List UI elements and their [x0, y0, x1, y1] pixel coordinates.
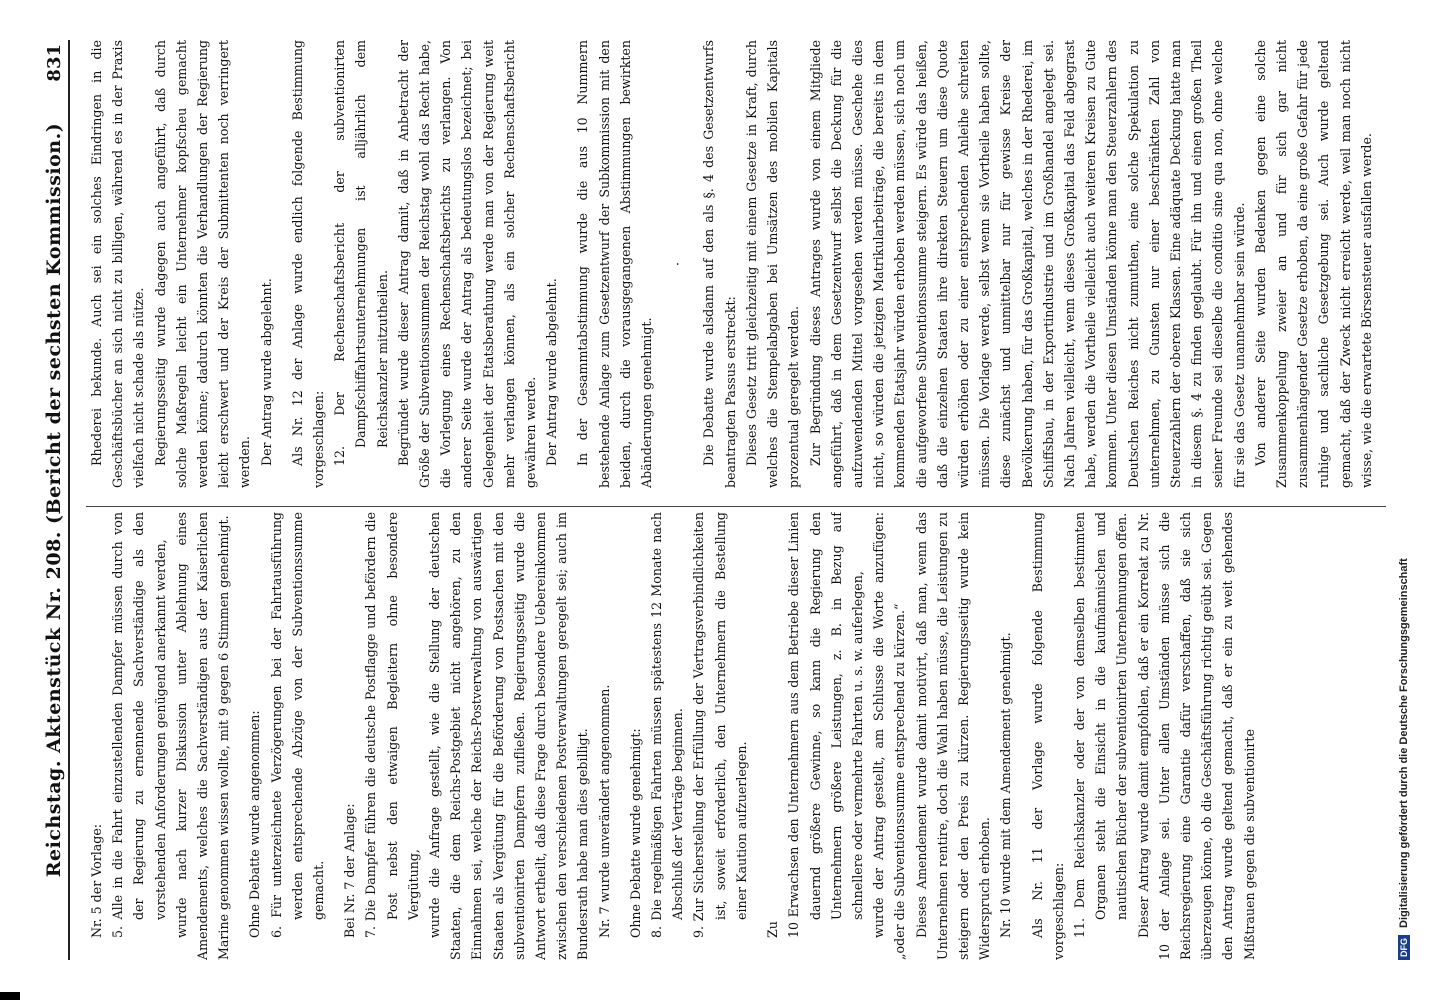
paragraph: Die Debatte wurde alsdann auf den als §. 4 des Gesetzentwurfs beantragten Passus erstreckt: [701, 40, 738, 488]
paragraph: Dieser Antrag wurde damit empfohlen, daß er ein Korrelat zu Nr. 10 der Anlage sei. Unter allen Umständen müsse sich die Reichsregierung eine Garantie dafür verschaffen, daß sie sich überzeugen könne, ob die Geschäftsführung richtig geübt sei. Gegen den Antrag wurde geltend gemacht, daß er ein zu weit gehendes Mißtrauen gegen die subventionirte [1135, 512, 1257, 960]
paragraph: Bei Nr. 7 der Anlage: [342, 803, 358, 938]
paragraph: Dieses Amendement wurde damit motivirt, daß man, wenn das Unternehmen rentire, doch die Wahl haben müsse, die Leistungen zu steigern oder den Preis zu kürzen. Regierungsseitig wurde kein Widerspruch erhoben. [913, 512, 993, 960]
paragraph: Regierungsseitig wurde dagegen auch angeführt, daß durch solche Maßregeln leicht ein Unternehmer kopfscheu gemacht werden könne; dadurch könnten die Verhandlungen der Regierung leicht erschwert und der Kreis der Submittenten noch verringert werden. [152, 40, 253, 488]
paragraph: Zur Begründung dieses Antrages wurde von einem Mitgliede angeführt, daß in dem Gesetzentwurf selbst die Deckung für die aufzuwendenden Mittel vorgesehen werden müsse. Geschehe dies nicht, so würden die jetzigen Matrikularbeiträge, die bereits in dem kommenden Etatsjahr würden erhoben werden müssen, sich noch um die aufgeworfene Subventionssumme steigern. Es würde das heißen, daß die einzelnen Staaten ihre direkten Steuern um diese Quote würden erhöhen oder zu einer entsprechenden Anleihe schreiten müssen. Die Vorlage werde, selbst wenn sie Vortheile haben sollte, diese zunächst und unmittelbar nur für gewisse Kreise der Bevölkerung haben, für das Großkapital, welches in der Rhederei, im Schiffsbau, in der Exportindustrie und im Großhandel angelegt sei. Nach Jahren vielleicht, wenn dieses Großkapital das Feld abgegrast habe, werden die Vortheile vielleicht auch weiteren Kreisen zu Gute kommen. Unter diesen Umständen könne man den Steuerzahlern des Deutschen Reiches nicht zumuthen, eine solche Spekulation zu unternehmen, zu Gunsten nur einer beschränkten Zahl von Steuerzahlern der oberen Klassen. Eine adäquate Deckung hatte man in diesem §. 4 zu finden geglaubt. Für ihn und einen großen Theil seiner Freunde sei dieselbe die conditio sine qua non, ohne welche für sie das Gesetz unannehmbar sein würde. [807, 40, 1247, 488]
paragraph: Der Antrag wurde abgelehnt. [544, 278, 560, 466]
paragraph: Ohne Debatte wurde angenommen: [247, 710, 263, 938]
dfg-logo-icon: DFG [1398, 935, 1410, 960]
right-text-column [86, 40, 1386, 488]
page-number: 831 [43, 44, 65, 82]
paragraph: · [670, 262, 686, 267]
paragraph: 11. Dem Reichskanzler oder der von demselben bestimmten Organen steht die Einsicht in die kaufmännischen und nautischen Bücher der subventionirten Unternehmungen offen. [1071, 512, 1130, 938]
paragraph: 12. Der Rechenschaftsbericht der subventionirten Dampfschiffahrtsunternehmungen ist alljährlich dem Reichskanzler mitzutheilen. [332, 40, 390, 466]
paragraph: Ohne Debatte wurde genehmigt: [627, 728, 643, 938]
paragraph: Dieses Gesetz tritt gleichzeitig mit einem Gesetze in Kraft, durch welches die Stempelabgaben bei Umsätzen des mobilen Kapitals prozentual geregelt werden. [743, 40, 802, 488]
paragraph: 6. Für unterzeichnete Verzögerungen bei der Fahrtausführung werden entsprechende Abzüge von der Subventionssumme gemacht. [268, 512, 327, 938]
paragraph: Der Antrag wurde abgelehnt. [258, 278, 274, 466]
paragraph: Als Nr. 12 der Anlage wurde endlich folgende Bestimmung vorgeschlagen: [289, 40, 327, 488]
paragraph: In der Gesammtabstimmung wurde die aus 10 Nummern bestehende Anlage zum Gesetzentwurf der Subkommission mit den beiden, durch die vorausgegangenen Abstimmungen bewirkten Abänderungen genehmigt. [575, 40, 655, 488]
digitization-credit [1398, 40, 1418, 960]
paragraph: Nr. 7 wurde unverändert angenommen. [596, 684, 612, 938]
paragraph: 7. Die Dampfer führen die deutsche Postflagge und befördern die Post nebst den etwaigen Begleitern ohne besondere Vergütung, [363, 512, 421, 938]
scan-edge-mark [0, 992, 20, 1000]
paragraph: Zu [765, 921, 781, 938]
paragraph: wurde die Anfrage gestellt, wie die Stellung der deutschen Staaten, die dem Reichs-Postgebiet nicht angehören, zu den Einnahmen sei, welche der Reichs-Postverwaltung von auswärtigen Staaten als Vergütung für die Beförderung von Postsachen mit den subventionirten Dampfern zufließen. Regierungsseitig wurde die Antwort ertheilt, daß diese Frage durch besondere Uebereinkommen zwischen den verschiedenen Postverwaltungen geregelt sei; auch im Bundesrath habe man dies gebilligt. [427, 512, 591, 960]
paragraph: 5. Alle in die Fahrt einzustellenden Dampfer müssen durch von der Regierung zu ernennende Sachverständige als den vorstehenden Anforderungen genügend anerkannt werden, [110, 512, 168, 938]
paragraph: Nr. 10 wurde mit dem Amendement genehmigt. [998, 632, 1014, 938]
paragraph: wurde nach kurzer Diskussion unter Ablehnung eines Amendements, welches die Sachverständigen aus der Kaiserlichen Marine genommen wissen wollte, mit 9 gegen 6 Stimmen genehmigt. [173, 512, 232, 960]
paragraph: Begründet wurde dieser Antrag damit, daß in Anbetracht der Größe der Subventionssummen der Reichstag wohl das Recht habe, die Vorlegung eines Rechenschaftsberichts zu verlangen. Von anderer Seite wurde der Antrag als bedeutungslos bezeichnet; bei Gelegenheit der Etatsberathung werde man von der Regierung weit mehr verlangen können, als ein solcher Rechenschaftsbericht gewähren werde. [395, 40, 539, 488]
paragraph: 10 Erwachsen den Unternehmern aus dem Betriebe dieser Linien dauernd größere Gewinne, so kann die Regierung den Unternehmern größere Leistungen, z. B. in Bezug auf schnellere oder vermehrte Fahrten u. s. w. auferlegen, [786, 512, 865, 938]
paragraph: Von anderer Seite wurden Bedenken gegen eine solche Zusammenkoppelung zweier an und für sich gar nicht zusammenhängender Gesetze erhoben, da eine große Gefahr für jede ruhige und sachliche Gesetzgebung sei. Auch wurde geltend gemacht, daß der Zweck nicht erreicht werde, weil man noch nicht wisse, wie die erwartete Börsensteuer ausfallen werde. [1252, 40, 1374, 488]
paragraph: wurde der Antrag gestellt, am Schlusse die Worte anzufügen: „oder die Subventionssumme entsprechend zu kürzen.“ [871, 512, 908, 960]
paragraph: Als Nr. 11 der Vorlage wurde folgende Bestimmung vorgeschlagen: [1029, 512, 1066, 960]
paragraph: 9. Zur Sicherstellung der Erfüllung der Vertragsverbindlichkeiten ist, soweit erforderlich, den Unternehmern die Bestellung einer Kaution aufzuerlegen. [691, 512, 749, 938]
column-divider [86, 506, 1386, 507]
running-title: Reichstag. Aktenstück Nr. 208. (Bericht der sechsten Kommission.) [43, 122, 65, 878]
left-text-column [86, 512, 1386, 960]
paragraph: Rhederei bekunde. Auch sei ein solches Eindringen in die Geschäftsbücher an sich nicht zu billigen, während es in der Praxis vielfach nicht schade als nütze. [89, 40, 147, 488]
page-header [40, 40, 70, 960]
paragraph: Nr. 5 der Vorlage: [89, 823, 104, 938]
paragraph: 8. Die regelmäßigen Fahrten müssen spätestens 12 Monate nach Abschluß der Verträge beginnen. [649, 512, 686, 938]
credit-text: Digitalisierung gefördert durch die Deutsche Forschungsgemeinschaft [1398, 558, 1410, 928]
